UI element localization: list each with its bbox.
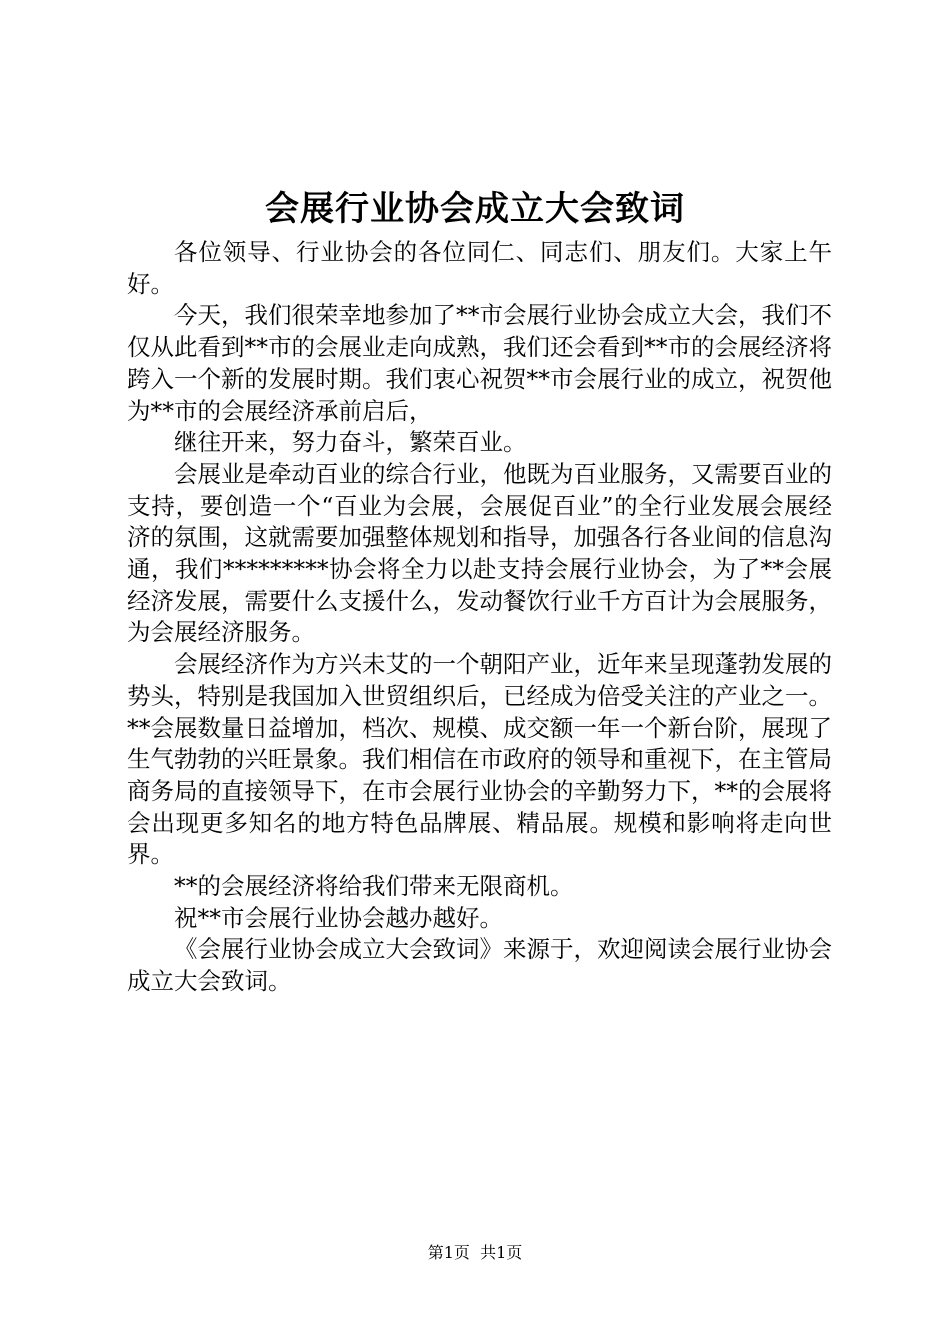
document-title: 会展行业协会成立大会致词 <box>265 189 685 229</box>
paragraph-wishes: 祝**市会展行业协会越办越好。 <box>174 903 503 932</box>
page-footer <box>0 1241 950 1265</box>
paragraph-greeting: 各位领导、行业协会的各位同仁、同志们、朋友们。大家上午好。 <box>127 238 832 298</box>
document-body <box>127 237 832 998</box>
paragraph-opportunity: **的会展经济将给我们带来无限商机。 <box>174 872 574 901</box>
page-number-total: 共1页 <box>480 1243 523 1262</box>
paragraph-continuation: 继往开来，努力奋斗，繁荣百业。 <box>174 428 527 457</box>
page-number-current: 第1页 <box>427 1243 470 1262</box>
paragraph-source-note: 《会展行业协会成立大会致词》来源于，欢迎阅读会展行业协会成立大会致词。 <box>127 935 832 996</box>
paragraph-economy-outlook: 会展经济作为方兴未艾的一个朝阳产业，近年来呈现蓬勃发展的势头，特别是我国加入世贸组织后，已经成为倍受关注的产业之一。**会展数量日益增加，档次、规模、成交额一年一个新台阶，展现了生气勃勃的兴旺景象。我们相信在市政府的领导和重视下，在主管局商务局的直接领导下，在市会展行业协会的辛勤努力下，**的会展将会出现更多知名的地方特色品牌展、精品展。规模和影响将走向世界。 <box>127 650 832 869</box>
paragraph-industry-support: 会展业是牵动百业的综合行业，他既为百业服务，又需要百业的支持，要创造一个“百业为会展，会展促百业”的全行业发展会展经济的氛围，这就需要加强整体规划和指导，加强各行各业间的信息沟通，我们*********协会将全力以赴支持会展行业协会，为了**会展经济发展，需要什么支援什么，发动餐饮行业千方百计为会展服务，为会展经济服务。 <box>127 459 832 647</box>
paragraph-congratulation: 今天，我们很荣幸地参加了**市会展行业协会成立大会，我们不仅从此看到**市的会展业走向成熟，我们还会看到**市的会展经济将跨入一个新的发展时期。我们衷心祝贺**市会展行业的成立，祝贺他为**市的会展经济承前启后， <box>127 301 832 425</box>
footer-separator <box>470 1243 480 1262</box>
